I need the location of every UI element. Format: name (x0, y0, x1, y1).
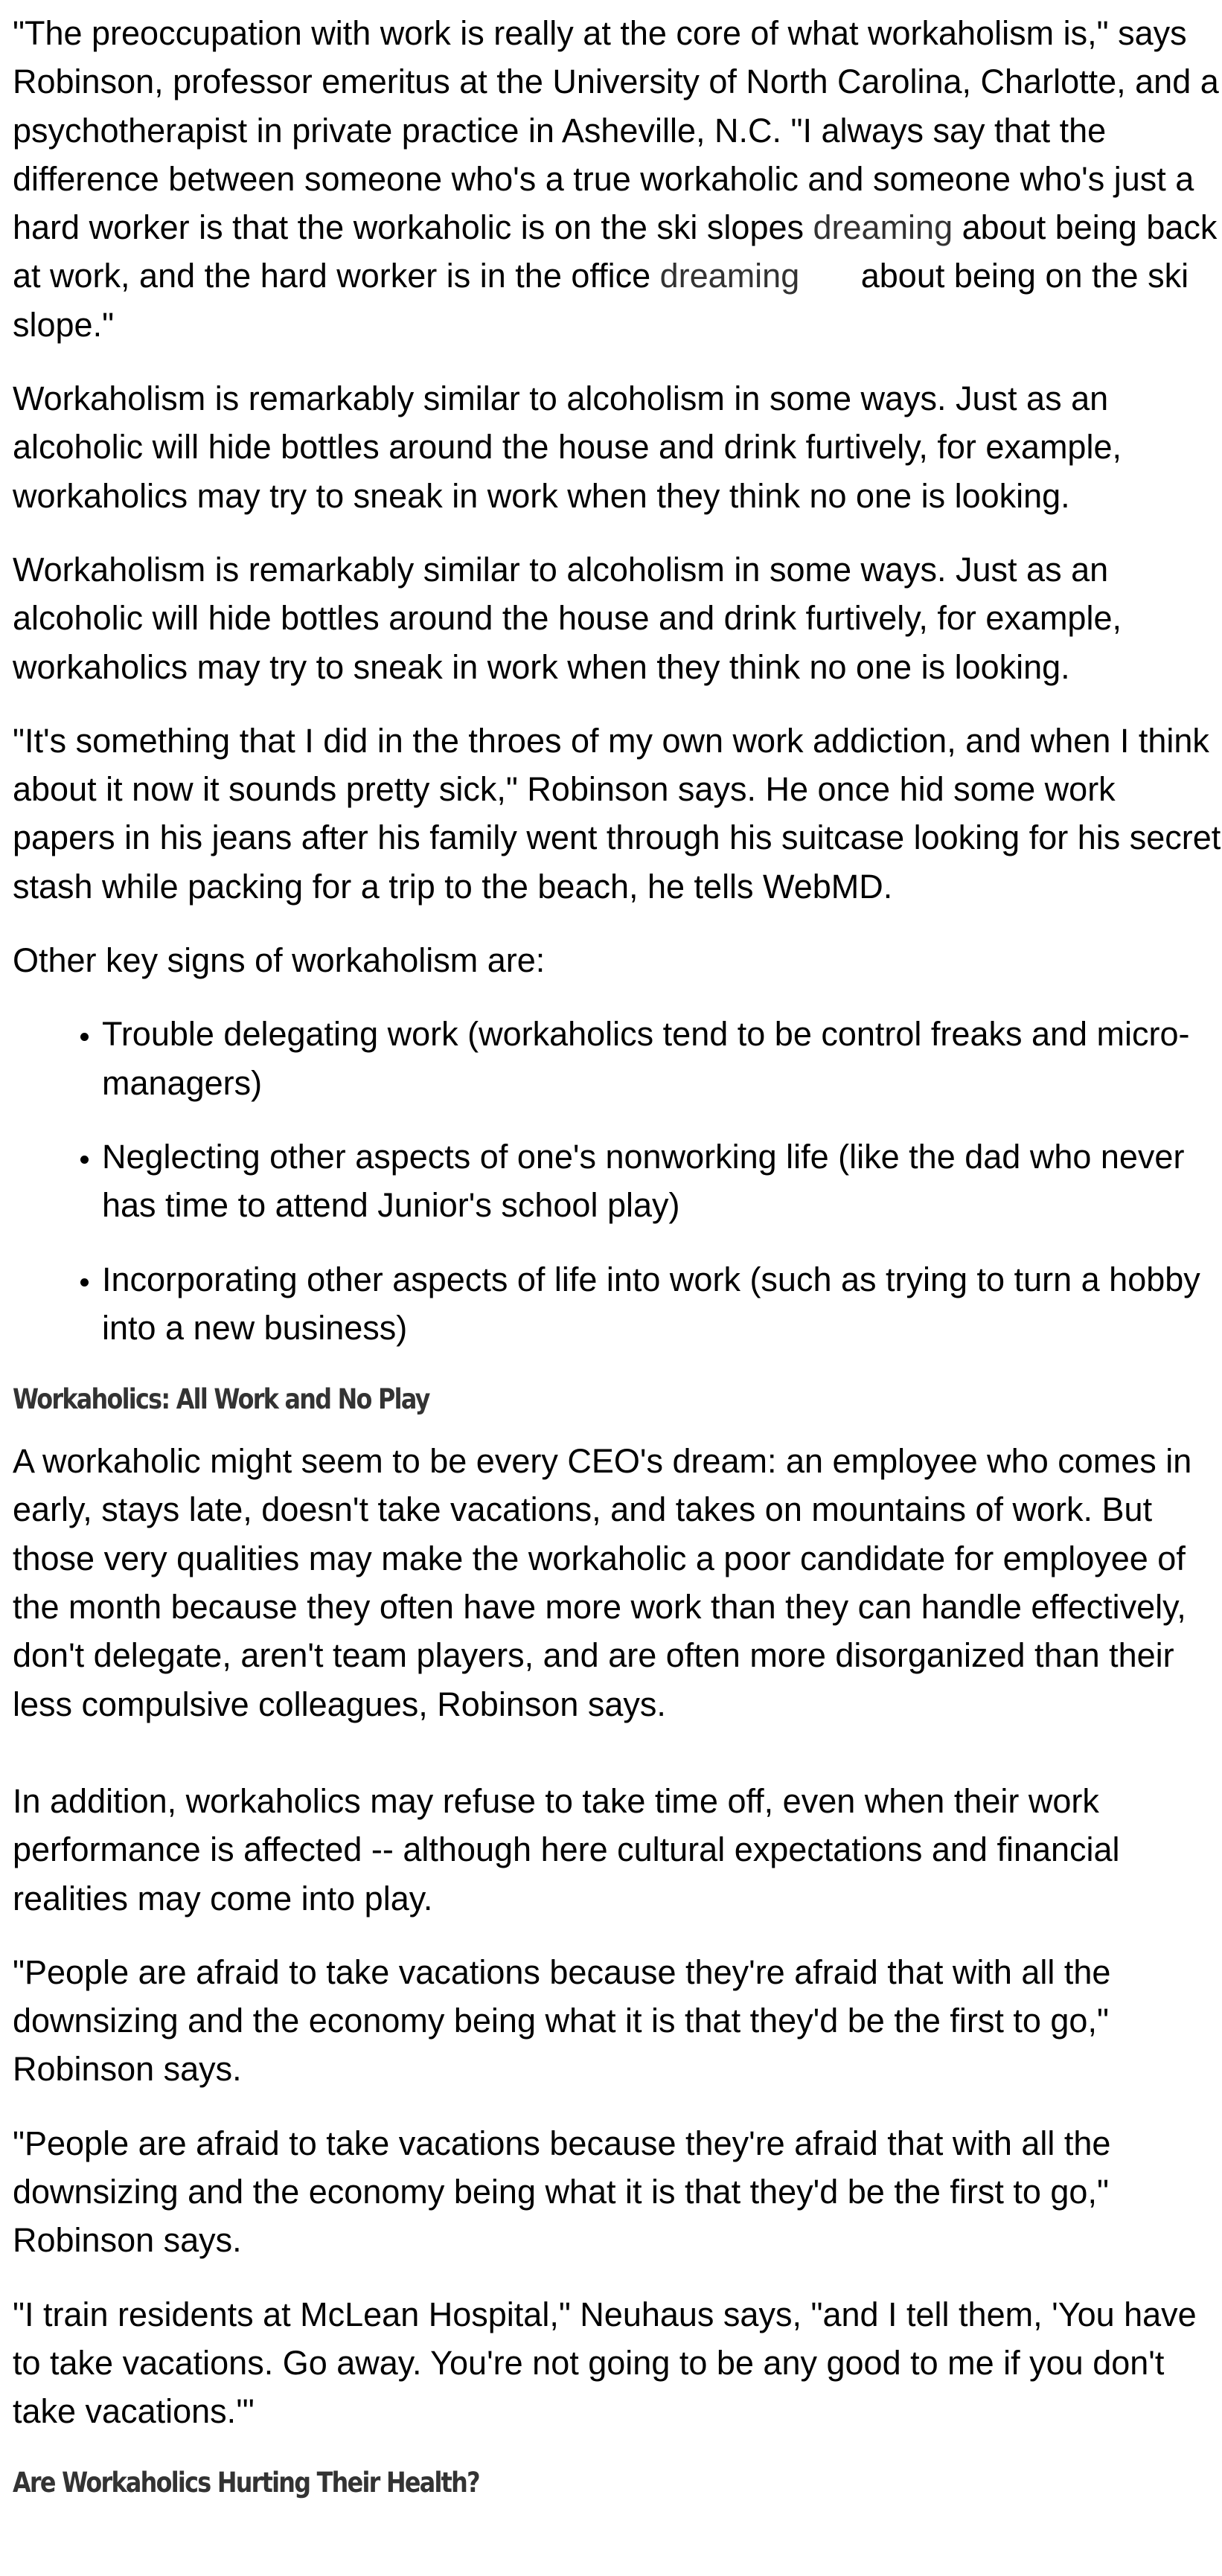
dreaming-link[interactable]: dreaming (813, 208, 953, 247)
list-item: • Trouble delegating work (workaholics tend to be control freaks and micro-managers) (102, 1010, 1222, 1107)
signs-list (13, 1010, 1222, 1352)
paragraph: "I train residents at McLean Hospital," Neuhaus says, "and I tell them, 'You have to take vacations. Go away. You're not going to be any good to me if you don't take vacations.'" (13, 2295, 1197, 2431)
paragraph: "People are afraid to take vacations because they're afraid that with all the downsizing and the economy being what it is that they'd be the first to go," Robinson says. (13, 2124, 1111, 2260)
text: A workaholic might seem to be every CEO's dream: an employee who comes in early, stays late, doesn't take vacations, and takes on mountains of work. But those very qualities may make the workaholic a poor candidate for employee of the month because they often have more work than they can handle effectively, don't delegate, aren't team players, and are often more disorganized than their less compulsive colleagues, Robinson says. (13, 1442, 1192, 1723)
text: "The preoccupation with work is really at the core of what workaholism is," says Robinson, professor emeritus at the University of North Carolina, Charlotte, and a psychotherapist in private practice in Asheville, N.C. "I always say that the difference between someone who's a true workaholic and someone who's just a hard worker is that the workaholic is on the ski slopes (13, 14, 1219, 247)
paragraph: "It's something that I did in the throes of my own work addiction, and when I think about it now it sounds pretty sick," Robinson says. He once hid some work papers in his jeans after his family went through his suitcase looking for his secret stash while packing for a trip to the beach, he tells WebMD. (13, 721, 1221, 906)
text: about being on the ski slope." (13, 257, 1189, 344)
paragraph: Other key signs of workaholism are: (13, 941, 546, 980)
section-heading: Are Workaholics Hurting Their Health? (13, 2467, 479, 2499)
dreaming-link[interactable]: dreaming (659, 257, 800, 295)
list-item: • Neglecting other aspects of one's nonworking life (like the dad who never has time to attend Junior's school play) (102, 1132, 1222, 1230)
article-body (13, 9, 1222, 2520)
paragraph: "People are afraid to take vacations because they're afraid that with all the downsizing and the economy being what it is that they'd be the first to go," Robinson says. (13, 1952, 1111, 2089)
paragraph: In addition, workaholics may refuse to take time off, even when their work performance is affected -- although here cultural expectations and financial realities may come into play. (13, 1781, 1120, 1917)
paragraph (13, 1437, 1222, 1728)
section-heading: Workaholics: All Work and No Play (13, 1383, 429, 1416)
paragraph-quote (13, 9, 1222, 349)
list-item: • Incorporating other aspects of life into work (such as trying to turn a hobby into a new business) (102, 1255, 1222, 1353)
text: about being back at work, and the hard worker is in the office (13, 208, 1218, 295)
paragraph: Workaholism is remarkably similar to alcoholism in some ways. Just as an alcoholic will hide bottles around the house and drink furtively, for example, workaholics may try to sneak in work when they think no one is looking. (13, 550, 1122, 686)
paragraph: Workaholism is remarkably similar to alcoholism in some ways. Just as an alcoholic will hide bottles around the house and drink furtively, for example, workaholics may try to sneak in work when they think no one is looking. (13, 379, 1122, 515)
